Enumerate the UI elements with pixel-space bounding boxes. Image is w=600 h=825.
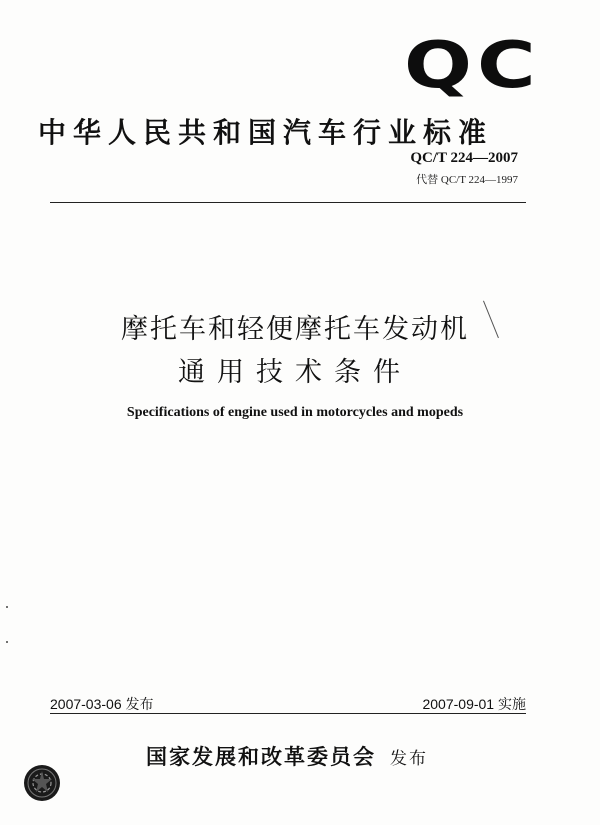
standard-number: QC/T 224—2007 bbox=[410, 150, 518, 166]
scan-speck bbox=[6, 606, 8, 608]
standard-category-title: 中华人民共和国汽车行业标准 bbox=[38, 116, 494, 149]
document-title-en: Specifications of engine used in motorcycles and mopeds bbox=[126, 405, 464, 420]
implementation-date: 2007-09-01 实施 bbox=[422, 696, 526, 712]
header-divider bbox=[50, 202, 526, 203]
publisher-verb: 发布 bbox=[390, 749, 428, 769]
scan-speck bbox=[6, 641, 8, 643]
publisher-organization: 国家发展和改革委员会 bbox=[146, 744, 376, 769]
publisher-line bbox=[146, 741, 428, 771]
emblem-seal-icon bbox=[22, 763, 62, 803]
document-title-cn-line1: 摩托车和轻便摩托车发动机 bbox=[121, 314, 469, 345]
logo-letter-c: C bbox=[477, 29, 536, 103]
qc-logo bbox=[404, 29, 564, 103]
logo-letter-q: Q bbox=[404, 29, 473, 103]
issue-date: 2007-03-06 发布 bbox=[50, 696, 154, 712]
document-title-cn-line2: 通用技术条件 bbox=[178, 357, 412, 388]
footer-divider bbox=[50, 713, 526, 714]
replaces-standard: 代替 QC/T 224—1997 bbox=[416, 174, 518, 186]
